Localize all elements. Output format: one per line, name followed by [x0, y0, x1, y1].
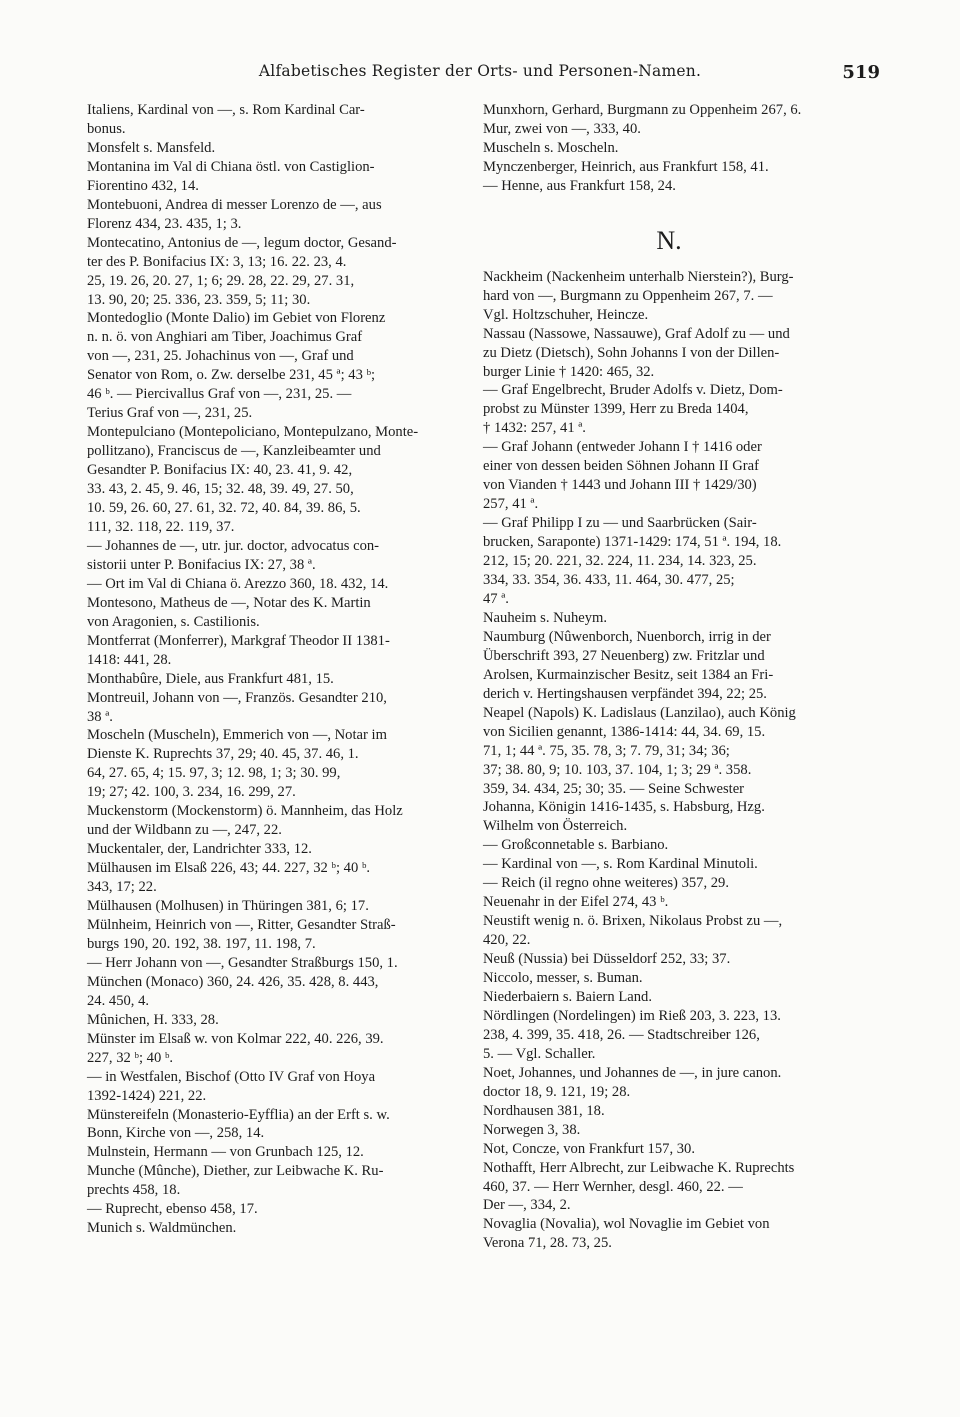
entry-line: 238, 4. 399, 35. 418, 26. — Stadtschreiber 126,: [483, 1026, 760, 1043]
entry-line: 227, 32 ᵇ; 40 ᵇ.: [87, 1049, 174, 1066]
entry-line: Muckentaler, der, Landrichter 333, 12.: [87, 841, 312, 858]
running-title: Alfabetisches Register der Orts- und Personen-Namen.: [258, 62, 702, 80]
index-entry: [483, 1102, 855, 1121]
index-entry: [483, 101, 855, 120]
entry-line: 420, 22.: [483, 932, 531, 949]
entry-line: Novaglia (Novalia), wol Novaglie im Gebiet von: [483, 1216, 770, 1233]
index-entry: [483, 120, 855, 139]
entry-line: — Ruprecht, ebenso 458, 17.: [87, 1201, 258, 1218]
entry-line: Niccolo, messer, s. Buman.: [483, 970, 643, 987]
entry-line: einer von dessen beiden Söhnen Johann II Graf: [483, 458, 759, 475]
entry-line: Munxhorn, Gerhard, Burgmann zu Oppenheim 267, 6.: [483, 102, 802, 118]
entry-line: sistorii unter P. Bonifacius IX: 27, 38 ª.: [87, 556, 316, 573]
entry-line: probst zu Münster 1399, Herr zu Breda 1404,: [483, 401, 749, 418]
entry-line: 343, 17; 22.: [87, 879, 157, 896]
entry-line: 33. 43, 2. 45, 9. 46, 15; 32. 48, 39. 49, 27. 50,: [87, 481, 354, 498]
entry-line: 13. 90, 20; 25. 336, 23. 359, 5; 11; 30.: [87, 291, 311, 308]
entry-line: Gesandter P. Bonifacius IX: 40, 23. 41, 9. 42,: [87, 462, 353, 479]
entry-line: prechts 458, 18.: [87, 1182, 181, 1199]
entry-line: Moscheln (Muscheln), Emmerich von —, Notar im: [87, 727, 387, 744]
index-entry: [87, 973, 459, 1011]
right-column-entries-after: [483, 268, 855, 1254]
entry-line: Montanina im Val di Chiana östl. von Castiglion-: [87, 158, 375, 175]
entry-line: Vgl. Holtzschuher, Heincze.: [483, 306, 649, 323]
index-entry: [483, 609, 855, 628]
entry-line: von Aragonien, s. Castilionis.: [87, 613, 260, 630]
entry-line: Nassau (Nassowe, Nassauwe), Graf Adolf zu — und: [483, 325, 790, 342]
entry-line: 71, 1; 44 ª. 75, 35. 78, 3; 7. 79, 31; 34; 36;: [483, 742, 730, 759]
entry-line: — Graf Johann (entweder Johann I † 1416 oder: [483, 439, 762, 456]
entry-line: Mynczenberger, Heinrich, aus Frankfurt 158, 41.: [483, 158, 769, 175]
index-entry: [483, 988, 855, 1007]
entry-line: 212, 15; 20. 221, 32. 224, 11. 234, 14. 323, 25.: [483, 553, 757, 570]
index-entry: [87, 670, 459, 689]
entry-line: Not, Concze, von Frankfurt 157, 30.: [483, 1140, 695, 1157]
index-entry: [87, 726, 459, 802]
index-entry: [87, 689, 459, 727]
entry-line: zu Dietz (Dietsch), Sohn Johanns I von der Dillen-: [483, 344, 780, 361]
index-entry: [87, 802, 459, 840]
entry-line: Nordhausen 381, 18.: [483, 1102, 605, 1119]
entry-line: Mulnstein, Hermann — von Grunbach 125, 12.: [87, 1144, 364, 1161]
entry-line: Niederbaiern s. Baiern Land.: [483, 988, 652, 1005]
index-entry: [87, 1162, 459, 1200]
entry-line: — Graf Philipp I zu — und Saarbrücken (Sair-: [483, 515, 757, 532]
index-entry: [87, 1200, 459, 1219]
entry-line: hard von —, Burgmann zu Oppenheim 267, 7. —: [483, 287, 773, 304]
entry-line: — Reich (il regno ohne weiteres) 357, 29.: [483, 875, 729, 892]
entry-line: Muscheln s. Moscheln.: [483, 139, 619, 156]
entry-line: 257, 41 ª.: [483, 496, 539, 513]
index-entry: [483, 158, 855, 177]
entry-line: 25, 19. 26, 20. 27, 1; 6; 29. 28, 22. 29, 27. 31,: [87, 272, 355, 289]
entry-line: Fiorentino 432, 14.: [87, 177, 199, 194]
index-entry: [483, 628, 855, 704]
entry-line: — Herr Johann von —, Gesandter Straßburgs 150, 1.: [87, 954, 398, 971]
index-entry: [87, 423, 459, 537]
index-entry: [87, 1011, 459, 1030]
entry-line: Terius Graf von —, 231, 25.: [87, 405, 253, 422]
entry-line: von Vianden † 1443 und Johann III † 1429/30): [483, 477, 757, 494]
entry-line: 37; 38. 80, 9; 10. 103, 37. 104, 1; 3; 29 ª. 358.: [483, 761, 752, 778]
entry-line: Italiens, Kardinal von —, s. Rom Kardinal Car-: [87, 102, 365, 118]
entry-line: Montepulciano (Montepoliciano, Montepulzano, Monte-: [87, 424, 419, 441]
index-entry: [483, 969, 855, 988]
index-entry: [483, 139, 855, 158]
section-heading: N.: [656, 225, 682, 255]
entry-line: Mülhausen (Molhusen) in Thüringen 381, 6; 17.: [87, 898, 369, 915]
index-entry: [483, 950, 855, 969]
entry-line: Nothafft, Herr Albrecht, zur Leibwache K. Ruprechts: [483, 1159, 795, 1176]
index-entry: [483, 1064, 855, 1102]
entry-line: n. n. ö. von Anghiari am Tiber, Joachimus Graf: [87, 329, 363, 346]
entry-line: Monsfelt s. Mansfeld.: [87, 139, 216, 156]
entry-line: burgs 190, 20. 192, 38. 197, 11. 198, 7.: [87, 935, 316, 952]
entry-line: 64, 27. 65, 4; 15. 97, 3; 12. 98, 1; 3; 30. 99,: [87, 765, 341, 782]
entry-line: 460, 37. — Herr Wernher, desgl. 460, 22. —: [483, 1178, 743, 1195]
right-column: [483, 101, 855, 1253]
entry-line: Münster im Elsaß w. von Kolmar 222, 40. 226, 39.: [87, 1030, 384, 1047]
index-entry: [483, 381, 855, 438]
entry-line: Nackheim (Nackenheim unterhalb Nierstein?), Burg-: [483, 268, 794, 285]
index-entry: [87, 1219, 459, 1238]
entry-line: Johanna, Königin 1416-1435, s. Habsburg, Hzg.: [483, 799, 765, 816]
entry-line: Nördlingen (Nordelingen) im Rieß 203, 3. 223, 13.: [483, 1007, 781, 1024]
index-entry: [87, 158, 459, 196]
page-number: 519: [842, 62, 880, 83]
entry-line: — Henne, aus Frankfurt 158, 24.: [483, 177, 676, 194]
index-entry: [483, 1007, 855, 1064]
entry-line: † 1432: 257, 41 ª.: [483, 420, 586, 437]
entry-line: 47 ª.: [483, 590, 509, 607]
index-entry: [87, 594, 459, 632]
entry-line: Neuenahr in der Eifel 274, 43 ᵇ.: [483, 894, 669, 911]
index-entry: [483, 855, 855, 874]
entry-line: 5. — Vgl. Schaller.: [483, 1045, 596, 1062]
index-entry: [87, 196, 459, 234]
index-entry: [87, 101, 459, 139]
index-entry: [483, 1159, 855, 1216]
entry-line: Munche (Mûnche), Diether, zur Leibwache K. Ru-: [87, 1163, 384, 1180]
entry-line: Nauheim s. Nuheym.: [483, 609, 608, 626]
index-entry: [87, 1030, 459, 1068]
entry-line: ter des P. Bonifacius IX: 3, 13; 16. 22. 23, 4.: [87, 253, 347, 270]
entry-line: Neuß (Nussia) bei Düsseldorf 252, 33; 37.: [483, 951, 731, 968]
entry-line: derich v. Hertingshausen verpfändet 394, 22; 25.: [483, 685, 767, 702]
entry-line: Münstereifeln (Monasterio-Eyfflia) an der Erft s. w.: [87, 1106, 390, 1123]
index-entry: [87, 1068, 459, 1106]
entry-line: Mülnheim, Heinrich von —, Ritter, Gesandter Straß-: [87, 916, 396, 933]
index-entry: [87, 897, 459, 916]
index-entry: [483, 177, 855, 196]
entry-line: Munich s. Waldmünchen.: [87, 1220, 237, 1237]
index-entry: [483, 1215, 855, 1253]
index-entry: [87, 537, 459, 575]
index-entry: [483, 1121, 855, 1140]
index-entry: [87, 234, 459, 310]
index-entry: [87, 632, 459, 670]
index-entry: [87, 575, 459, 594]
entry-line: — Kardinal von —, s. Rom Kardinal Minutoli.: [483, 856, 758, 873]
entry-line: Mülhausen im Elsaß 226, 43; 44. 227, 32 ᵇ; 40 ᵇ.: [87, 860, 371, 877]
entry-line: — in Westfalen, Bischof (Otto IV Graf von Hoya: [87, 1068, 376, 1085]
entry-line: Monthabûre, Diele, aus Frankfurt 481, 15.: [87, 670, 334, 687]
entry-line: von —, 231, 25. Johachinus von —, Graf und: [87, 348, 354, 365]
entry-line: Der —, 334, 2.: [483, 1197, 571, 1214]
entry-line: Dienste K. Ruprechts 37, 29; 40. 45, 37. 46, 1.: [87, 746, 359, 763]
entry-line: — Ort im Val di Chiana ö. Arezzo 360, 18. 432, 14.: [87, 575, 389, 592]
entry-line: 38 ª.: [87, 708, 113, 725]
entry-line: Überschrift 393, 27 Neuenberg) zw. Fritzlar und: [483, 647, 765, 664]
entry-line: — Großconnetable s. Barbiano.: [483, 837, 669, 854]
entry-line: 1418: 441, 28.: [87, 651, 172, 668]
entry-line: bonus.: [87, 120, 126, 137]
index-entry: [87, 139, 459, 158]
index-entry: [87, 1106, 459, 1144]
entry-line: Florenz 434, 23. 435, 1; 3.: [87, 215, 242, 232]
entry-line: 334, 33. 354, 36. 433, 11. 464, 30. 477, 25;: [483, 572, 735, 589]
index-entry: [483, 268, 855, 325]
entry-line: doctor 18, 9. 121, 19; 28.: [483, 1083, 631, 1100]
index-entry: [483, 325, 855, 382]
entry-line: Muckenstorm (Mockenstorm) ö. Mannheim, das Holz: [87, 803, 403, 820]
entry-line: Neustift wenig n. ö. Brixen, Nikolaus Probst zu —,: [483, 913, 783, 930]
entry-line: 19; 27; 42. 100, 3. 234, 16. 299, 27.: [87, 784, 296, 801]
entry-line: Noet, Johannes, und Johannes de —, in jure canon.: [483, 1064, 782, 1081]
entry-line: Arolsen, Kurmainzischer Besitz, seit 1384 an Fri-: [483, 666, 774, 683]
entry-line: Mûnichen, H. 333, 28.: [87, 1011, 219, 1028]
index-entry: [483, 912, 855, 950]
entry-line: 359, 34. 434, 25; 30; 35. — Seine Schwester: [483, 780, 745, 797]
index-entry: [87, 309, 459, 423]
entry-line: Wilhelm von Österreich.: [483, 818, 628, 835]
entry-line: von Sicilien genannt, 1386-1414: 44, 34. 69, 15.: [483, 723, 766, 740]
index-entry: [87, 840, 459, 859]
entry-line: 46 ᵇ. — Piercivallus Graf von —, 231, 25. —: [87, 386, 352, 403]
entry-line: Norwegen 3, 38.: [483, 1121, 581, 1138]
index-entry: [483, 893, 855, 912]
entry-line: München (Monaco) 360, 24. 426, 35. 428, 8. 443,: [87, 973, 379, 990]
index-entry: [483, 874, 855, 893]
left-column: [87, 101, 459, 1238]
entry-line: Neapel (Napols) K. Ladislaus (Lanzilao), auch König: [483, 704, 796, 721]
entry-line: 111, 32. 118, 22. 119, 37.: [87, 518, 235, 535]
entry-line: 1392-1424) 221, 22.: [87, 1087, 207, 1104]
entry-line: Bonn, Kirche von —, 258, 14.: [87, 1125, 265, 1142]
entry-line: pollitzano), Franciscus de —, Kanzleibeamter und: [87, 443, 381, 460]
right-column-entries-before: [483, 101, 855, 196]
index-entry: [483, 836, 855, 855]
index-entry: [87, 954, 459, 973]
entry-line: Montedoglio (Monte Dalio) im Gebiet von Florenz: [87, 310, 386, 327]
index-entry: [483, 438, 855, 514]
index-entry: [87, 916, 459, 954]
entry-line: 10. 59, 26. 60, 27. 61, 32. 72, 40. 84, 39. 86, 5.: [87, 500, 361, 517]
entry-line: Montecatino, Antonius de —, legum doctor, Gesand-: [87, 234, 397, 251]
entry-line: Senator von Rom, o. Zw. derselbe 231, 45 ª; 43 ᵇ;: [87, 367, 376, 384]
index-entry: [87, 1143, 459, 1162]
entry-line: Montesono, Matheus de —, Notar des K. Martin: [87, 594, 371, 611]
index-entry: [483, 704, 855, 837]
entry-line: Naumburg (Nûwenborch, Nuenborch, irrig in der: [483, 628, 771, 645]
entry-line: Mur, zwei von —, 333, 40.: [483, 120, 641, 137]
entry-line: Montebuoni, Andrea di messer Lorenzo de —, aus: [87, 196, 382, 213]
entry-line: 24. 450, 4.: [87, 992, 150, 1009]
index-entry: [483, 514, 855, 609]
entry-line: Montreuil, Johann von —, Französ. Gesandter 210,: [87, 689, 387, 706]
page-header: [0, 62, 960, 86]
entry-line: burger Linie † 1420: 465, 32.: [483, 363, 655, 380]
entry-line: Montferrat (Monferrer), Markgraf Theodor II 1381-: [87, 632, 390, 649]
entry-line: brucken, Saraponte) 1371-1429: 174, 51 ª. 194, 18.: [483, 534, 782, 551]
index-entry: [87, 859, 459, 897]
entry-line: und der Wildbann zu —, 247, 22.: [87, 822, 282, 839]
entry-line: — Graf Engelbrecht, Bruder Adolfs v. Dietz, Dom-: [483, 382, 783, 399]
index-entry: [483, 1140, 855, 1159]
entry-line: Verona 71, 28. 73, 25.: [483, 1235, 612, 1252]
entry-line: — Johannes de —, utr. jur. doctor, advocatus con-: [87, 537, 380, 554]
